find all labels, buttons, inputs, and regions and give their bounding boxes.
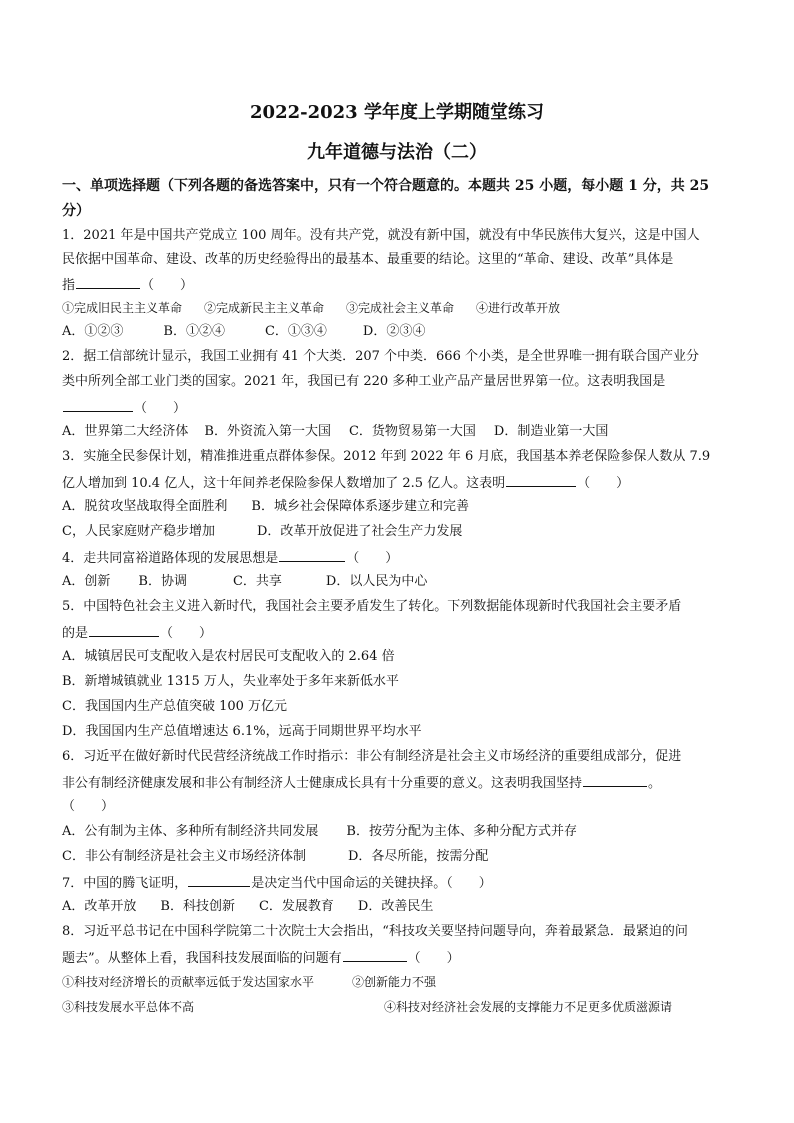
question-1-stem-end: 指 [62,278,76,293]
statement-1: ①科技对经济增长的贡献率远低于发达国家水平 [62,975,315,989]
option-a[interactable]: A．脱贫攻坚战取得全面胜利 [62,499,228,514]
question-1-line-3 [62,274,742,296]
option-a[interactable]: A．创新 [62,574,111,589]
option-d[interactable]: D．我国国内生产总值增速达 6.1%，远高于同期世界平均水平 [62,724,422,739]
statement-1: ①完成旧民主主义革命 [62,301,183,315]
question-7-options [62,897,742,917]
statement-3: ③科技发展水平总体不高 [62,1000,195,1014]
option-a[interactable]: A．世界第二大经济体 [62,424,189,439]
answer-paren: （ ） [577,476,630,491]
option-a[interactable]: A．①②③ [62,324,124,339]
question-2-line-1: 2．据工信部统计显示，我国工业拥有 41 个大类．207 个中类．666 个小类，是全世界唯一拥有联合国产业分 [62,349,699,364]
question-4-options [62,572,742,592]
question-2-line-3 [62,397,742,419]
statement-2: ②创新能力不强 [352,975,437,989]
question-3-options-row-2 [62,522,742,542]
answer-paren: （ ） [346,551,399,566]
answer-paren: （ ） [141,278,194,293]
option-c[interactable]: C．共享 [232,574,282,589]
option-d[interactable]: D．改善民生 [357,899,434,914]
answer-blank[interactable] [583,772,647,787]
question-6-options-row-2 [62,847,742,867]
question-7-stem-end: 是决定当代中国命运的关键抉择。 [251,876,447,891]
answer-blank[interactable] [279,547,345,562]
option-a[interactable]: A．城镇居民可支配收入是农村居民可支配收入的 2.64 倍 [62,649,395,664]
option-c[interactable]: C．我国国内生产总值突破 100 万亿元 [62,699,288,714]
option-c[interactable]: C．发展教育 [258,899,334,914]
answer-blank[interactable] [76,274,140,289]
question-8-stem-end: 题去”。从整体上看，我国科技发展面临的问题有 [62,951,342,966]
option-a[interactable]: A．改革开放 [62,899,137,914]
option-c[interactable]: C．货物贸易第一大国 [348,424,476,439]
question-2-line-2: 类中所列全部工业门类的国家。2021 年，我国已有 220 多种工业产品产量居世界第一位。这表明我国是 [62,374,666,389]
answer-blank[interactable] [506,472,576,487]
option-b[interactable]: B．城乡社会保障体系逐步建立和完善 [251,499,469,514]
question-5-stem-end: 的是 [62,626,89,641]
question-3-line-2 [62,472,742,494]
question-6-stem: 非公有制经济健康发展和非公有制经济人士健康成长具有十分重要的意义。这表明我国坚持 [62,776,583,791]
stem-period: 。 [648,776,662,791]
answer-paren: （ ） [446,876,492,891]
question-1-line-2: 民依据中国革命、建设、改革的历史经验得出的最基本、最重要的结论。这里的“革命、建设、改革”具体是 [62,252,674,267]
option-c[interactable]: C．①③④ [264,324,327,339]
question-1-line-1: 1．2021 年是中国共产党成立 100 周年。没有共产党，就没有新中国，就没有中华民族伟大复兴，这是中国人 [62,228,700,243]
answer-paren: （ ） [134,401,187,416]
question-3-stem-end: 亿人增加到 10.4 亿人，这十年间养老保险参保人数增加了 2.5 亿人。这表明 [62,476,506,491]
statement-2: ②完成新民主主义革命 [204,301,325,315]
statement-3: ③完成社会主义革命 [346,301,455,315]
option-d[interactable]: D．改革开放促进了社会生产力发展 [256,524,463,539]
answer-paren: （ ） [160,626,213,641]
answer-blank[interactable] [188,872,250,887]
question-7-stem-start: 7．中国的腾飞证明， [62,876,188,891]
option-a[interactable]: A．公有制为主体、多种所有制经济共同发展 [62,824,319,839]
question-8-line-1: 8．习近平总书记在中国科学院第二十次院士大会指出，“科技攻关要坚持问题导向，奔着最紧急．最紧迫的问 [62,924,688,939]
option-b[interactable]: B．新增城镇就业 1315 万人，失业率处于多年来新低水平 [62,674,399,689]
question-8-statements-row-2 [62,997,742,1017]
answer-blank[interactable] [63,397,133,412]
question-3-line-1: 3．实施全民参保计划，精准推进重点群体参保。2012 年到 2022 年 6 月底，我国基本养老保险参保人数从 7.9 [62,449,711,464]
answer-blank[interactable] [343,947,407,962]
page-title: 2022-2023 学年度上学期随堂练习 [250,102,544,123]
question-6-options-row-1 [62,822,742,842]
option-b[interactable]: B．外资流入第一大国 [204,424,331,439]
question-6-line-1: 6．习近平在做好新时代民营经济统战工作时指示：非公有制经济是社会主义市场经济的重要组成部分，促进 [62,749,682,764]
option-b[interactable]: B．协调 [138,574,187,589]
question-5-line-2 [62,622,742,644]
question-8-line-2 [62,947,742,969]
question-4-line-1 [62,547,742,569]
option-d[interactable]: D．以人民为中心 [325,574,428,589]
question-3-options-row-1 [62,497,742,517]
answer-paren: （ ） [62,799,115,814]
option-c[interactable]: C．非公有制经济是社会主义市场经济体制 [62,849,306,864]
option-b[interactable]: B．科技创新 [160,899,235,914]
answer-blank[interactable] [89,622,159,637]
option-d[interactable]: D．制造业第一大国 [493,424,609,439]
question-8-statements-row-1 [62,972,742,992]
statement-4: ④进行改革开放 [476,301,561,315]
question-1-options [62,322,742,342]
option-c[interactable]: C，人民家庭财产稳步增加 [62,524,215,539]
option-b[interactable]: B．①②④ [163,324,225,339]
question-4-stem: 4．走共同富裕道路体现的发展思想是 [62,551,279,566]
option-d[interactable]: D．②③④ [362,324,426,339]
question-1-statements [62,298,742,318]
option-b[interactable]: B．按劳分配为主体、多种分配方式并存 [346,824,577,839]
section-heading: 一、单项选择题（下列各题的备选答案中，只有一个符合题意的。本题共 25 小题，每小题 1 分，共 25 分） [62,178,710,219]
answer-paren: （ ） [407,951,460,966]
option-d[interactable]: D．各尽所能，按需分配 [347,849,489,864]
page-subtitle: 九年道德与法治（二） [307,142,487,163]
question-7-line-1 [62,872,742,894]
statement-4: ④科技对经济社会发展的支撑能力不足更多优质滋源请 [384,1000,673,1014]
question-6-line-2 [62,772,742,794]
question-5-line-1: 5．中国特色社会主义进入新时代，我国社会主要矛盾发生了转化。下列数据能体现新时代我国社会主要矛盾 [62,599,682,614]
question-2-options [62,422,742,442]
